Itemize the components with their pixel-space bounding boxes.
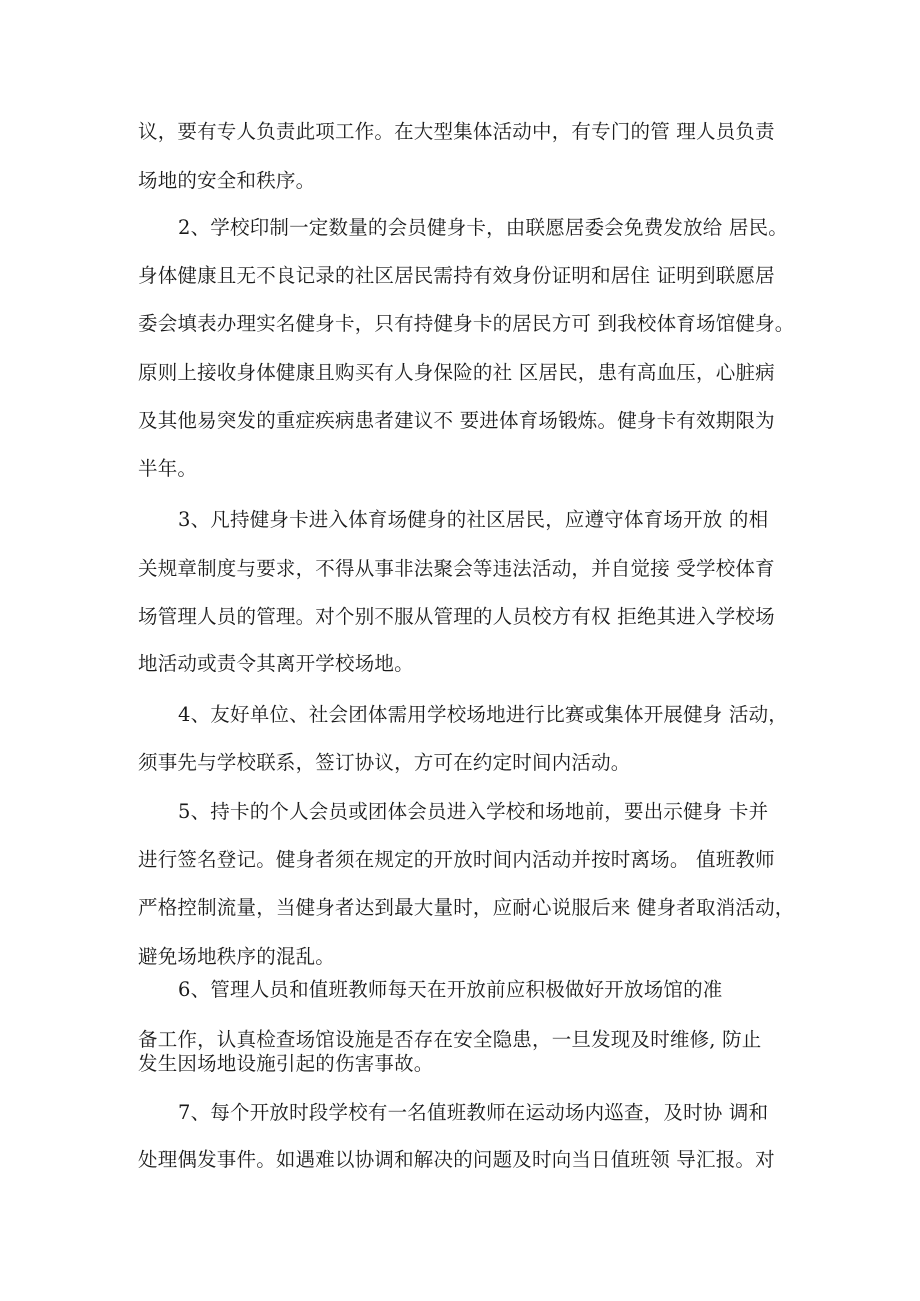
text-line: 4、友好单位、社会团体需用学校场地进行比赛或集体开展健身 活动，: [178, 703, 789, 726]
text-line: 及其他易突发的重症疾病患者建议不 要进体育场锻炼。健身卡有效期限为: [138, 409, 775, 432]
text-line: 避免场地秩序的混乱。: [138, 945, 336, 968]
text-line: 原则上接收身体健康且购买有人身保险的社 区居民，患有高血压，心脏病: [138, 361, 775, 384]
text-line: 关规章制度与要求，不得从事非法聚会等违法活动，并自觉接 受学校体育: [138, 557, 775, 580]
text-line: 2、学校印制一定数量的会员健身卡，由联愿居委会免费发放给 居民。: [178, 216, 789, 239]
text-line: 进行签名登记。健身者须在规定的开放时间内活动并按时离场。 值班教师: [138, 848, 775, 871]
text-line: 3、凡持健身卡进入体育场健身的社区居民，应遵守体育场开放 的相: [178, 508, 769, 531]
text-line: 须事先与学校联系，签订协议，方可在约定时间内活动。: [138, 751, 631, 774]
text-line: 7、每个开放时段学校有一名值班教师在运动场内巡查，及时协 调和: [178, 1101, 769, 1124]
text-line: 备工作，认真检查场馆设施是否存在安全隐患，一旦发现及时维修, 防止: [138, 1028, 762, 1051]
text-line: 委会填表办理实名健身卡，只有持健身卡的居民方可 到我校体育场馆健身。: [138, 312, 795, 335]
text-line: 地活动或责令其离开学校场地。: [138, 652, 414, 675]
text-line: 处理偶发事件。如遇难以协调和解决的问题及时向当日值班领 导汇报。对: [138, 1148, 775, 1171]
text-line: 半年。: [138, 457, 198, 480]
text-line: 场地的安全和秩序。: [138, 169, 316, 192]
text-line: 发生因场地设施引起的伤害事故。: [138, 1052, 434, 1075]
text-line: 场管理人员的管理。对个别不服从管理的人员校方有权 拒绝其进入学校场: [138, 605, 775, 628]
text-line: 5、持卡的个人会员或团体会员进入学校和场地前，要出示健身 卡并: [178, 800, 769, 823]
text-line: 身体健康且无不良记录的社区居民需持有效身份证明和居住 证明到联愿居: [138, 264, 775, 287]
text-line: 6、管理人员和值班教师每天在开放前应积极做好开放场馆的准: [178, 978, 723, 1001]
text-line: 严格控制流量，当健身者达到最大量时，应耐心说服后来 健身者取消活动，: [138, 896, 795, 919]
text-line: 议，要有专人负责此项工作。在大型集体活动中，有专门的管 理人员负责: [138, 120, 775, 143]
